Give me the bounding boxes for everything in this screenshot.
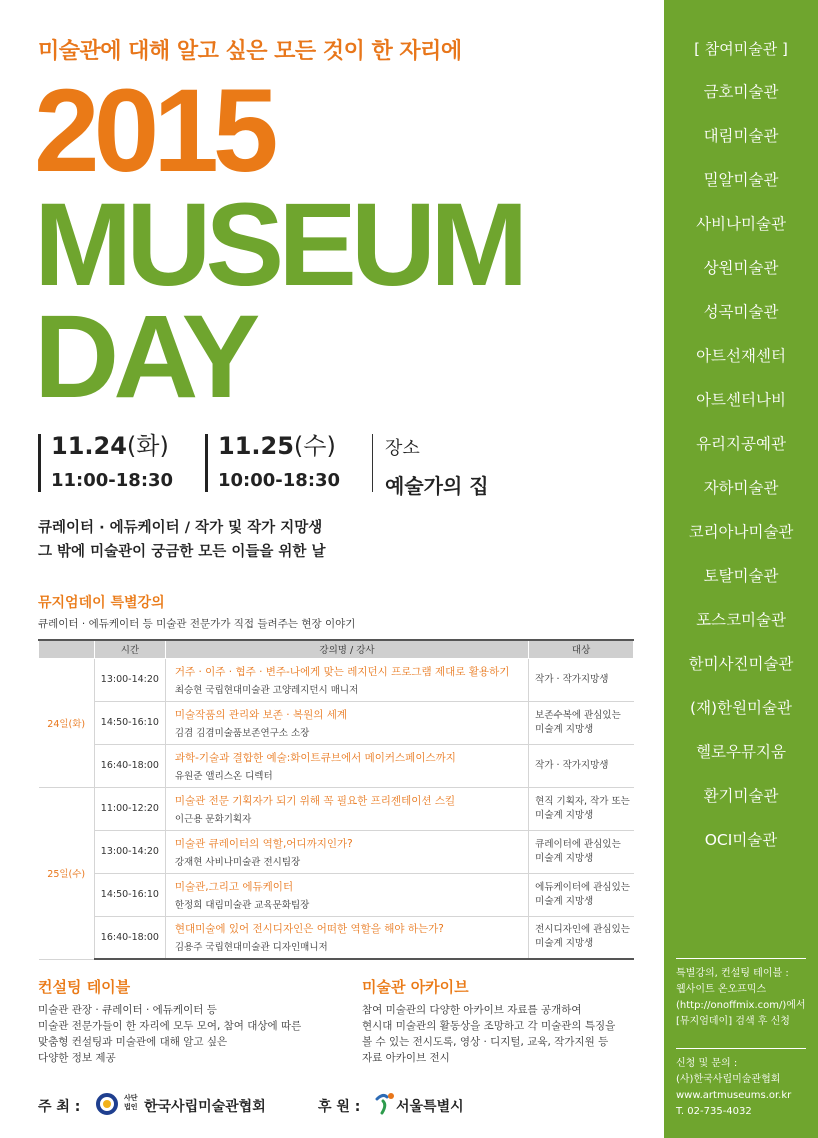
day-label: 24일(화) (39, 658, 95, 787)
lectures-title: 뮤지엄데이 특별강의 (38, 595, 165, 611)
lecture-target-line: 미술계 지망생 (535, 809, 594, 821)
lecture-target-line: 현직 기획자, 작가 또는 (535, 795, 630, 807)
date-day1-time: 11:00-18:30 (51, 470, 174, 491)
lecture-target-line: 미술계 지망생 (535, 852, 594, 864)
audience-line: 그 밖에 미술관이 궁금한 모든 이들을 위한 날 (38, 544, 326, 560)
archive-title: 미술관 아카이브 (362, 978, 469, 996)
lecture-speaker: 김용주 국립현대미술관 디자인매니저 (174, 942, 328, 954)
lecture-speaker: 최승현 국립현대미술관 고양레지던시 매니저 (174, 684, 359, 696)
signup-line: [뮤지엄데이] 검색 후 신청 (676, 1016, 790, 1027)
lecture-target-line: 미술계 지망생 (535, 895, 594, 907)
signup-line: 특별강의, 컨설팅 테이블 : (676, 968, 789, 979)
place-value: 예술가의 집 (385, 474, 489, 498)
signup-line: 웹사이트 온오프믹스 (676, 984, 767, 995)
museum-list-item: 대림미술관 (703, 127, 779, 145)
lecture-title: 과학-기술과 결합한 예술:화이트큐브에서 메이커스페이스까지 (174, 751, 456, 764)
date-day2 (205, 434, 340, 492)
consulting-title: 컨설팅 테이블 (38, 978, 131, 996)
lecture-title: 거주 · 이주 · 협주 · 변주-나에게 맞는 레지던시 프로그램 제대로 활용하기 (174, 665, 510, 678)
lecture-time: 13:00-14:20 (94, 830, 165, 873)
footer (38, 1090, 638, 1120)
lecture-target (529, 701, 634, 744)
archive-body (362, 1002, 615, 1066)
place-box (372, 434, 489, 498)
museum-list-item: 코리아나미술관 (688, 523, 794, 541)
table-header-lecture: 강의명 / 강사 (165, 640, 528, 658)
date-day2-time: 10:00-18:30 (218, 470, 341, 491)
consulting-line: 미술관 전문가들이 한 자리에 모두 모여, 참여 대상에 따른 (38, 1020, 302, 1032)
contact-line: T. 02-735-4032 (676, 1106, 752, 1117)
sponsor-name: 서울특별시 (396, 1099, 464, 1115)
sidebar-divider (676, 1048, 806, 1049)
date-day1-dow: (화) (126, 432, 169, 460)
museum-list-item: OCI미술관 (704, 831, 778, 849)
museum-list-item: 성곡미술관 (703, 303, 779, 321)
lecture-time: 14:50-16:10 (94, 873, 165, 916)
museum-list-item: 밀알미술관 (703, 171, 779, 189)
museum-list-item: 금호미술관 (703, 83, 779, 101)
consulting-line: 다양한 정보 제공 (38, 1052, 116, 1064)
museum-list-item: 상원미술관 (703, 259, 779, 277)
museum-list-item: 한미사진미술관 (688, 655, 794, 673)
lecture-time: 11:00-12:20 (94, 787, 165, 830)
museum-list-item: (재)한원미술관 (690, 699, 792, 717)
lecture-time: 13:00-14:20 (94, 658, 165, 701)
lecture-title: 미술관 큐레이터의 역할,어디까지인가? (174, 837, 353, 850)
table-row (39, 916, 634, 959)
consulting-line: 맞춤형 컨설팅과 미술관에 대해 알고 싶은 (38, 1036, 228, 1048)
table-header-target: 대상 (529, 640, 634, 658)
sidebar-heading: [ 참여미술관 ] (694, 40, 788, 58)
table-row (39, 787, 634, 830)
lecture-time: 14:50-16:10 (94, 701, 165, 744)
lecture-target (529, 658, 634, 701)
archive-line: 볼 수 있는 전시도록, 영상 · 디지털, 교육, 작가지원 등 (362, 1036, 609, 1048)
lecture-title: 현대미술에 있어 전시디자인은 어떠한 역할을 해야 하는가? (174, 923, 444, 936)
lecture-target-line: 작가 · 작가지망생 (535, 759, 609, 771)
table-row (39, 830, 634, 873)
lecture-target (529, 787, 634, 830)
lecture-speaker: 한정희 대림미술관 교육문화팀장 (174, 899, 310, 911)
table-row (39, 658, 634, 701)
consulting-body (38, 1002, 301, 1066)
museum-list-item: 아트센터나비 (696, 391, 786, 409)
date-day1 (38, 434, 173, 492)
table-row (39, 701, 634, 744)
archive-line: 자료 아카이브 전시 (362, 1052, 450, 1064)
lecture-title: 미술관,그리고 에듀케이터 (174, 880, 294, 893)
table-header-day (39, 640, 95, 658)
host-small-line: 법인 (124, 1103, 138, 1111)
hero-museum: MUSEUM (34, 179, 523, 311)
lecture-target-line: 에듀케이터에 관심있는 (535, 881, 630, 893)
archive-line: 현시대 미술관의 활동상을 조망하고 각 미술관의 특징을 (362, 1020, 616, 1032)
lectures-subtitle: 큐레이터 · 에듀케이터 등 미술관 전문가가 직접 들려주는 현장 이야기 (38, 618, 356, 630)
sidebar-divider (676, 958, 806, 959)
lecture-speaker: 유원준 앨리스온 디렉터 (174, 770, 273, 782)
host-name: 한국사립미술관협회 (144, 1099, 266, 1115)
museum-list-item: 헬로우뮤지움 (696, 743, 786, 761)
lecture-target (529, 830, 634, 873)
archive-line: 참여 미술관의 다양한 아카이브 자료를 공개하여 (362, 1004, 582, 1016)
host-small-label (124, 1094, 138, 1112)
contact-line: (사)한국사립미술관협회 (676, 1074, 781, 1085)
table-row (39, 873, 634, 916)
lecture-title: 미술작품의 관리와 보존 · 복원의 세계 (174, 708, 348, 721)
contact-info (676, 1056, 816, 1120)
audience-line: 큐레이터 · 에듀케이터 / 작가 및 작가 지망생 (38, 520, 323, 536)
host-label: 주 최 : (38, 1099, 81, 1115)
hero-year: 2015 (34, 65, 273, 197)
lecture-target-line: 보존수복에 관심있는 (535, 709, 621, 721)
lecture-time: 16:40-18:00 (94, 916, 165, 959)
association-logo-icon (96, 1093, 118, 1115)
museum-list-item: 토탈미술관 (703, 567, 779, 585)
museum-list-item: 자하미술관 (703, 479, 779, 497)
sponsor-label: 후 원 : (318, 1099, 361, 1115)
day-label: 25일(수) (39, 787, 95, 959)
consulting-line: 미술관 관장 · 큐레이터 · 에듀케이터 등 (38, 1004, 217, 1016)
lecture-target (529, 916, 634, 959)
lecture-target-line: 미술계 지망생 (535, 938, 594, 950)
hero-day: DAY (34, 291, 255, 423)
lecture-target-line: 전시디자인에 관심있는 (535, 924, 630, 936)
table-row (39, 744, 634, 787)
date-day1-date: 11.24 (51, 432, 127, 460)
lecture-speaker: 이근용 문화기획자 (174, 813, 252, 825)
museum-list-item: 아트선재센터 (696, 347, 786, 365)
lecture-target (529, 744, 634, 787)
place-label: 장소 (385, 438, 420, 459)
museum-list-item: 포스코미술관 (696, 611, 786, 629)
lecture-target (529, 873, 634, 916)
table-header-time: 시간 (94, 640, 165, 658)
seoul-logo-icon (374, 1091, 396, 1115)
contact-line: www.artmuseums.or.kr (676, 1090, 792, 1101)
lecture-speaker: 강재현 사비나미술관 전시팀장 (174, 856, 301, 868)
signup-info (676, 966, 816, 1030)
tagline: 미술관에 대해 알고 싶은 모든 것이 한 자리에 (38, 39, 462, 64)
host-small-line: 사단 (124, 1094, 138, 1102)
lecture-target-line: 큐레이터에 관심있는 (535, 838, 621, 850)
lecture-title: 미술관 전문 기획자가 되기 위해 꼭 필요한 프리젠테이션 스킬 (174, 794, 456, 807)
signup-line: (http://onoffmix.com/)에서 (676, 1000, 806, 1011)
audience (38, 516, 325, 564)
lecture-target-line: 미술계 지망생 (535, 723, 594, 735)
date-day2-date: 11.25 (218, 432, 294, 460)
contact-line: 신청 및 문의 : (676, 1058, 738, 1069)
lecture-time: 16:40-18:00 (94, 744, 165, 787)
museum-list-item: 유리지공예관 (696, 435, 786, 453)
participating-museums-sidebar (664, 0, 818, 1138)
museum-list-item: 사비나미술관 (696, 215, 786, 233)
lecture-schedule-table (38, 639, 634, 960)
date-day2-dow: (수) (293, 432, 336, 460)
lecture-target-line: 작가 · 작가지망생 (535, 673, 609, 685)
lecture-speaker: 김겸 김겸미술품보존연구소 소장 (174, 727, 310, 739)
museum-list-item: 환기미술관 (703, 787, 779, 805)
